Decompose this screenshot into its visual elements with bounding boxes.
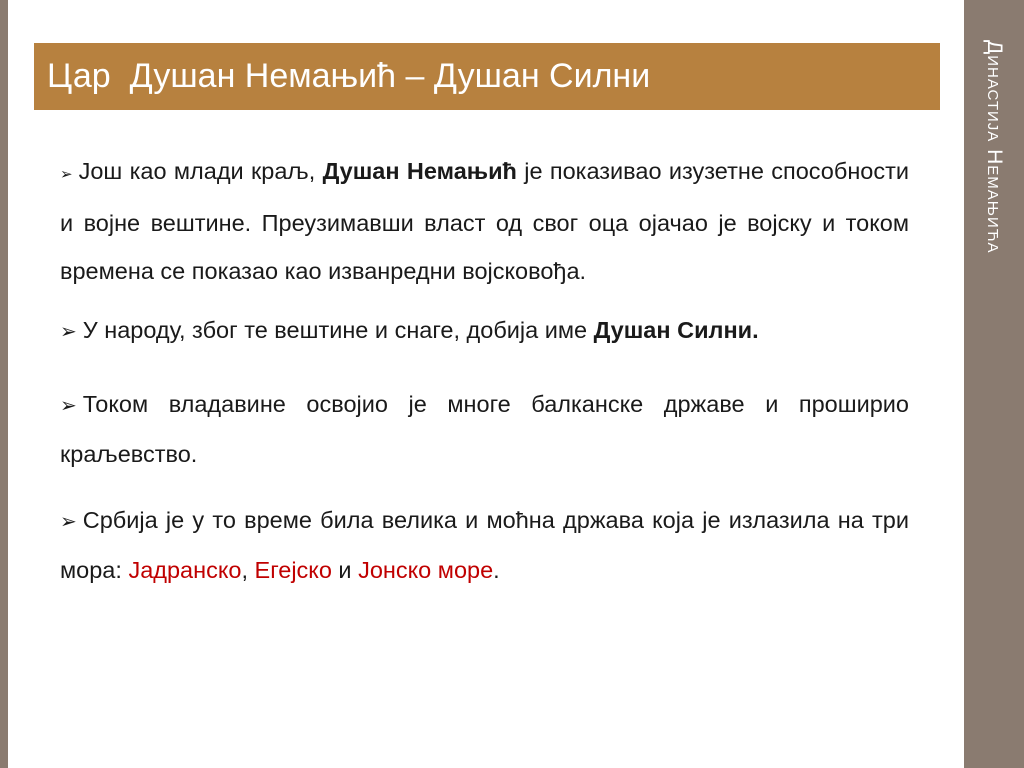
sea-ionian: Јонско море [358, 557, 494, 583]
paragraph-3-text: Током владавине освојио је многе балканске државе и проширио краљевство. [60, 391, 909, 467]
paragraph-1-bold: Душан Немањић [322, 158, 517, 184]
paragraph-1-text-before: Још као млади краљ, [78, 158, 323, 184]
title-bar [34, 43, 940, 110]
paragraph-2-bold: Душан Силни. [593, 317, 759, 343]
sea-aegean: Егејско [254, 557, 332, 583]
slide-content [60, 147, 909, 594]
side-title [964, 40, 1024, 340]
arrow-bullet-icon: ➢ [60, 511, 77, 533]
arrow-bullet-icon: ➢ [60, 166, 73, 183]
side-title-text: Династија Немањића [983, 40, 1006, 254]
slide-title: Цар Душан Немањић – Душан Силни [47, 57, 651, 95]
separator-2: и [331, 557, 359, 583]
paragraph-2-text-before: У народу, због те вештине и снаге, добија име [82, 317, 594, 343]
left-edge-bar [0, 0, 8, 768]
arrow-bullet-icon: ➢ [60, 321, 77, 343]
separator-1: , [241, 557, 255, 583]
paragraph-3 [60, 380, 909, 478]
paragraph-4 [60, 496, 909, 594]
paragraph-2 [60, 306, 909, 356]
arrow-bullet-icon: ➢ [60, 395, 77, 417]
sea-adriatic: Јадранско [128, 557, 242, 583]
paragraph-1-text-after: је показивао изузетне способности и војне вештине. Преузимавши власт од свог оца ојачао је војску и током времена се показао као изванредни војсковођа. [60, 158, 910, 284]
sentence-end: . [493, 557, 500, 583]
paragraph-4-text-before: Србија је у то време била велика и моћна држава која је излазила на три мора: [60, 507, 909, 583]
paragraph-1 [60, 147, 909, 295]
